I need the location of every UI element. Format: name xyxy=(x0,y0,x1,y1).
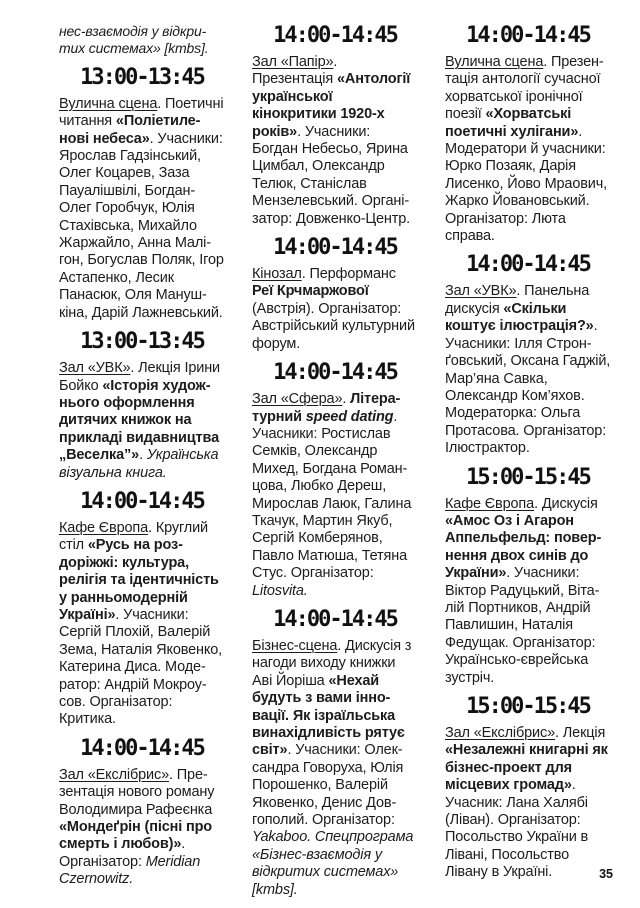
program-column-3 xyxy=(445,23,611,899)
event-description xyxy=(59,360,225,482)
text-segment: . xyxy=(342,391,351,408)
venue-name: Вулична сцена xyxy=(59,95,158,112)
text-segment: . Презентація антології сучасної хорватської іронічної поезії xyxy=(445,54,604,123)
text-segment: . Перформанс xyxy=(301,266,396,283)
text-segment: . Учасники: Сергій Плохій, Валерій Зема, Наталія Яковенко, Катерина Диса. Модератор: Андрій Мокроусов. Організатор: Критика. xyxy=(59,606,223,728)
text-segment: . Лекція Ірини Бойко xyxy=(59,360,221,394)
page-number: 35 xyxy=(599,867,613,881)
text-segment: . Учасники: Ростислав Семків, Олександр Михед, Богдана Романцова, Любко Дереш, Мирослав Лаюк, Галина Ткачук, Мартин Якуб, Сергій Комберянов, Павло Матюша, Тетяна Стус. Організатор: xyxy=(252,408,412,582)
text-segment: . Поетичні читання xyxy=(59,95,224,130)
organizer-note: Meridian Czernowitz. xyxy=(59,853,201,888)
program-column-1 xyxy=(59,23,225,899)
event-description xyxy=(59,96,225,322)
time-slot-header: 14:00-14:45 xyxy=(466,252,590,278)
event-title: «Русь на роздоріжжі: культура, релігія та ідентичність у ранньомодерній Україні» xyxy=(59,537,219,623)
event-title: «Антології української кінокритики 1920-х років» xyxy=(252,71,411,140)
event-title: «Поліетиленові небеса» xyxy=(59,113,201,147)
time-slot-header: 14:00-14:45 xyxy=(273,23,397,48)
venue-name: Зал «УВК» xyxy=(445,283,517,300)
text-segment: . Презентація нового роману Володимира Рафеєнка xyxy=(59,766,215,818)
event-title: «Мондеґрін (пісні про смерть і любов)» xyxy=(59,819,212,853)
event-title: Літературний xyxy=(252,391,401,425)
organizer-note: Litosvita. xyxy=(252,582,308,599)
venue-name: Зал «Папір» xyxy=(252,54,334,70)
time-slot-header: 15:00-15:45 xyxy=(466,694,590,719)
event-title: Реї Крчмаржової xyxy=(252,283,369,300)
event-title: «Амос Оз і Агарон Аппельфельд: повернення двох синів до України» xyxy=(445,512,602,582)
continuation-note xyxy=(59,23,225,58)
time-slot-header: 15:00-15:45 xyxy=(466,464,590,490)
text-segment: . Дискусія xyxy=(534,495,598,512)
text-segment: . Лекція xyxy=(555,725,606,741)
event-description xyxy=(252,54,418,228)
event-description xyxy=(445,496,611,687)
event-title: «Історія художнього оформлення дитячих книжок на прикладі видавництва „Веселка”» xyxy=(59,377,219,464)
event-title: speed dating xyxy=(305,408,394,425)
time-slot-header: 14:00-14:45 xyxy=(80,735,204,761)
organizer-note: Українська візуальна книга. xyxy=(59,447,219,481)
text-segment: . xyxy=(139,447,147,464)
text-segment: . Учасники: Олександра Говоруха, Юлія Порошенко, Валерій Яковенко, Денис Довгополий. Організатор: xyxy=(252,742,404,829)
venue-name: Кінозал xyxy=(252,266,302,283)
event-description xyxy=(252,266,418,353)
text-segment: . Організатор: xyxy=(59,836,186,870)
text-segment: . Панельна дискусія xyxy=(445,283,590,317)
event-description xyxy=(445,725,611,882)
venue-name: Кафе Європа xyxy=(445,495,535,512)
time-slot-header: 14:00-14:45 xyxy=(80,488,204,514)
event-title: «Нехай будуть з вами інновації. Як ізраїльська винахідливість рятує світ» xyxy=(252,672,405,759)
venue-name: Зал «УВК» xyxy=(59,360,131,377)
event-description xyxy=(59,520,225,729)
text-segment: . Модератори й учасники: Юрко Позаяк, Дарія Лисенко, Йово Мраович, Жарко Йовановський. Організатор: Люта справа. xyxy=(445,123,608,245)
venue-name: Вулична сцена xyxy=(445,54,544,70)
event-description xyxy=(59,767,225,889)
text-segment: . Дискусія з нагоди виходу книжки Аві Йоріша xyxy=(252,637,412,689)
text-segment: . Учасники: Богдан Небесьо, Ярина Цимбал, Олександр Телюк, Станіслав Мензелевський. Організатор: Довженко-Центр. xyxy=(252,123,411,227)
program-column-2 xyxy=(252,23,418,899)
event-description xyxy=(445,283,611,457)
organizer-note: Yakaboo. Спецпрограма «Бізнес-взаємодія у відкритих системах» [kmbs]. xyxy=(252,829,414,898)
program-columns xyxy=(59,23,611,899)
text-segment: . Презентація xyxy=(252,54,338,88)
venue-name: Бізнес-сцена xyxy=(252,637,338,654)
time-slot-header: 14:00-14:45 xyxy=(273,360,397,386)
time-slot-header: 13:00-13:45 xyxy=(80,329,204,355)
venue-name: Зал «Сфера» xyxy=(252,391,343,408)
time-slot-header: 13:00-13:45 xyxy=(80,64,204,90)
event-title: «Скільки коштує ілюстрація?» xyxy=(445,300,594,335)
text-segment: . Учасники: Ярослав Гадзінський, Олег Коцарев, Заза Пауалішвілі, Богдан-Олег Горобчук, Юлія Стахівська, Михайло Жаржайло, Анна Малігон, Богуслав Поляк, Ігор Астапенко, Лесик Панасюк, Оля Манушкіна, Дарій Лажневський. xyxy=(59,130,224,321)
event-description xyxy=(252,391,418,600)
text-segment: . Круглий стіл xyxy=(59,519,208,554)
time-slot-header: 14:00-14:45 xyxy=(466,23,590,48)
venue-name: Кафе Європа xyxy=(59,519,149,536)
text-segment: . Учасник: Лана Халябі (Ліван). Організатор: Посольство України в Лівані, Посольство Лівану в Україні. xyxy=(445,777,589,881)
venue-name: Зал «Екслібрис» xyxy=(445,725,556,741)
text-segment: . Учасники: Віктор Радуцький, Віталій Портников, Андрій Павлишин, Наталія Федущак. Організатор: Українсько-єврейська зустріч. xyxy=(445,565,600,686)
time-slot-header: 14:00-14:45 xyxy=(273,606,397,632)
event-title: «Незалежні книгарні як бізнес-проект для місцевих громад» xyxy=(445,742,608,794)
text-segment: . Учасники: Ілля Стронґовський, Оксана Гаджій, Мар’яна Савка, Олександр Ком’яхов. Модераторка: Ольга Протасова. Організатор: Ілюстрактор. xyxy=(445,318,611,457)
text-segment: (Австрія). Організатор: Австрійський культурний форум. xyxy=(252,300,415,352)
event-title: «Хорватські поетичні хулігани» xyxy=(445,106,579,140)
event-description xyxy=(252,638,418,899)
time-slot-header: 14:00-14:45 xyxy=(273,235,397,261)
event-description xyxy=(445,54,611,245)
venue-name: Зал «Екслібрис» xyxy=(59,766,170,783)
organizer-note: нес-взаємодія у відкритих системах» [kmbs]. xyxy=(59,23,209,57)
